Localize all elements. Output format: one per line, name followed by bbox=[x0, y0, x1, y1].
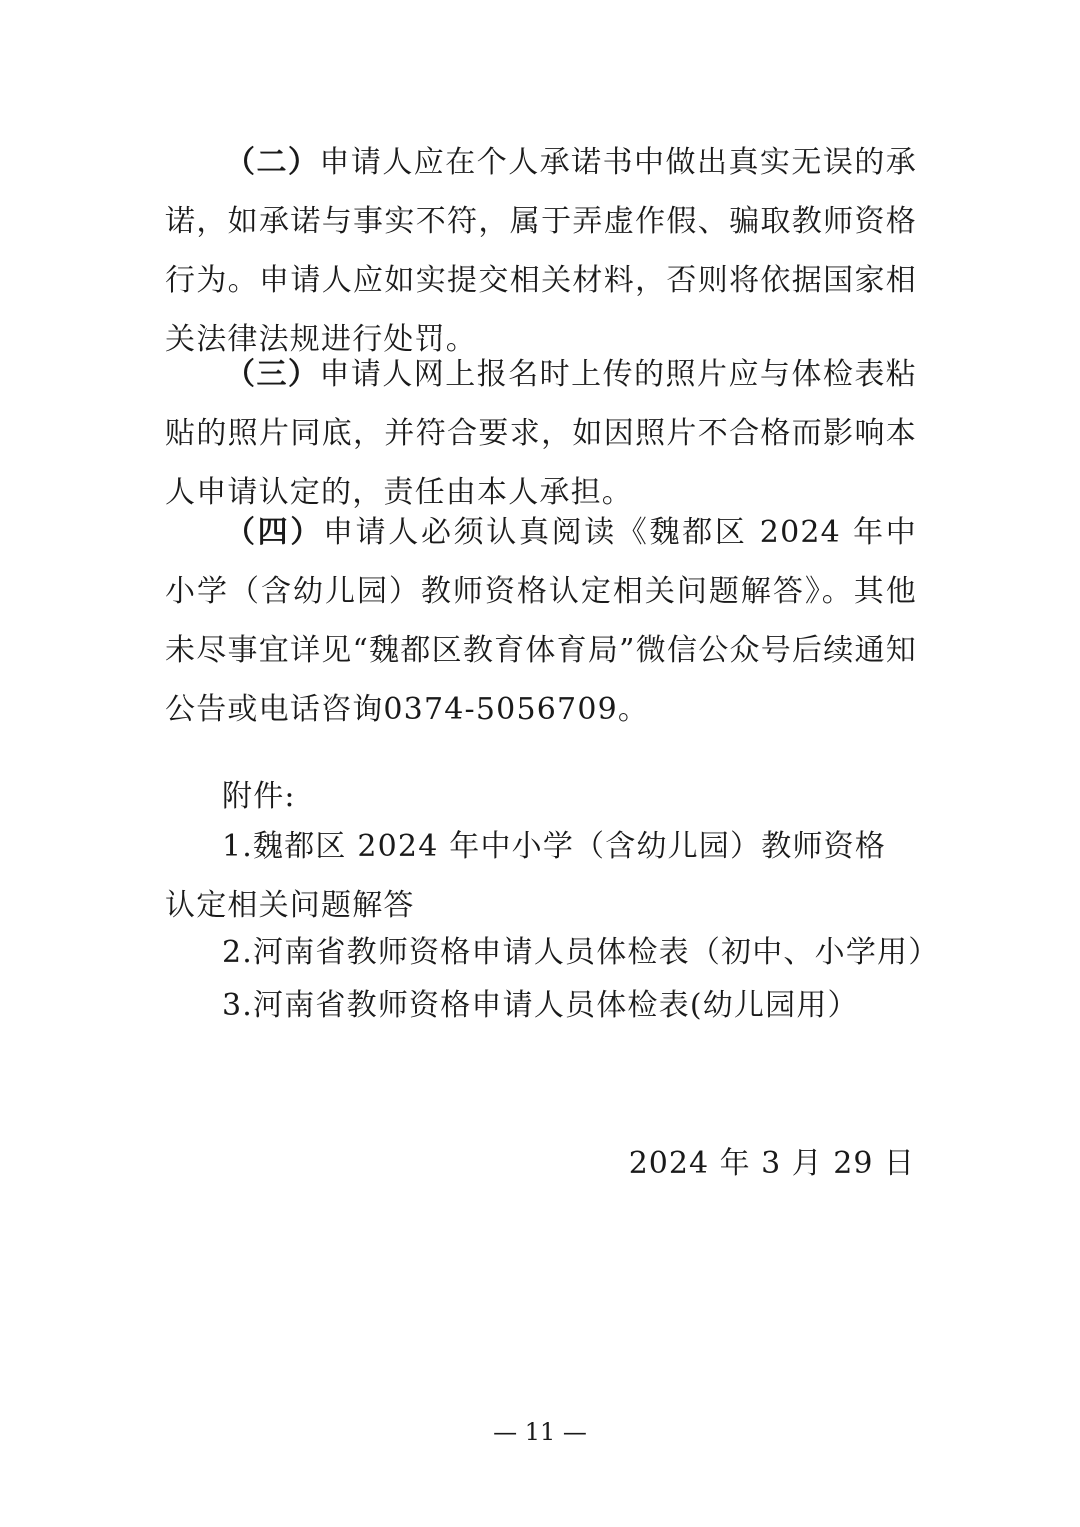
paragraph-two-text: 申请人应在个人承诺书中做出真实无误的承诺，如承诺与事实不符，属于弄虚作假、骗取教师资格行为。申请人应如实提交相关材料，否则将依据国家相关法律法规进行处罚。 bbox=[165, 145, 917, 357]
paragraph-four bbox=[165, 503, 917, 739]
attachment-item-1: 1.魏都区 2024 年中小学（含幼儿园）教师资格认定相关问题解答 bbox=[165, 829, 887, 923]
paragraph-four-text: 申请人必须认真阅读《魏都区 2024 年中小学（含幼儿园）教师资格认定相关问题解答》。其他未尽事宜详见“魏都区教育体育局”微信公众号后续通知公告或电话咨询0374-5056709。 bbox=[165, 515, 917, 727]
page-number: — 11 — bbox=[493, 1418, 587, 1446]
attachment-item-2: 2.河南省教师资格申请人员体检表（初中、小学用） bbox=[222, 935, 940, 970]
paragraph-four-lead: （四） bbox=[225, 515, 323, 550]
paragraph-two-lead: （二） bbox=[225, 145, 320, 180]
paragraph-three-text: 申请人网上报名时上传的照片应与体检表粘贴的照片同底，并符合要求，如因照片不合格而影响本人申请认定的，责任由本人承担。 bbox=[165, 357, 917, 510]
paragraph-two bbox=[165, 133, 917, 369]
attachments-label: 附件: bbox=[222, 779, 296, 814]
document-date: 2024 年 3 月 29 日 bbox=[628, 1146, 915, 1181]
paragraph-three bbox=[165, 345, 917, 522]
attachment-item-3: 3.河南省教师资格申请人员体检表(幼儿园用） bbox=[222, 988, 859, 1023]
paragraph-three-lead: （三） bbox=[225, 357, 320, 392]
